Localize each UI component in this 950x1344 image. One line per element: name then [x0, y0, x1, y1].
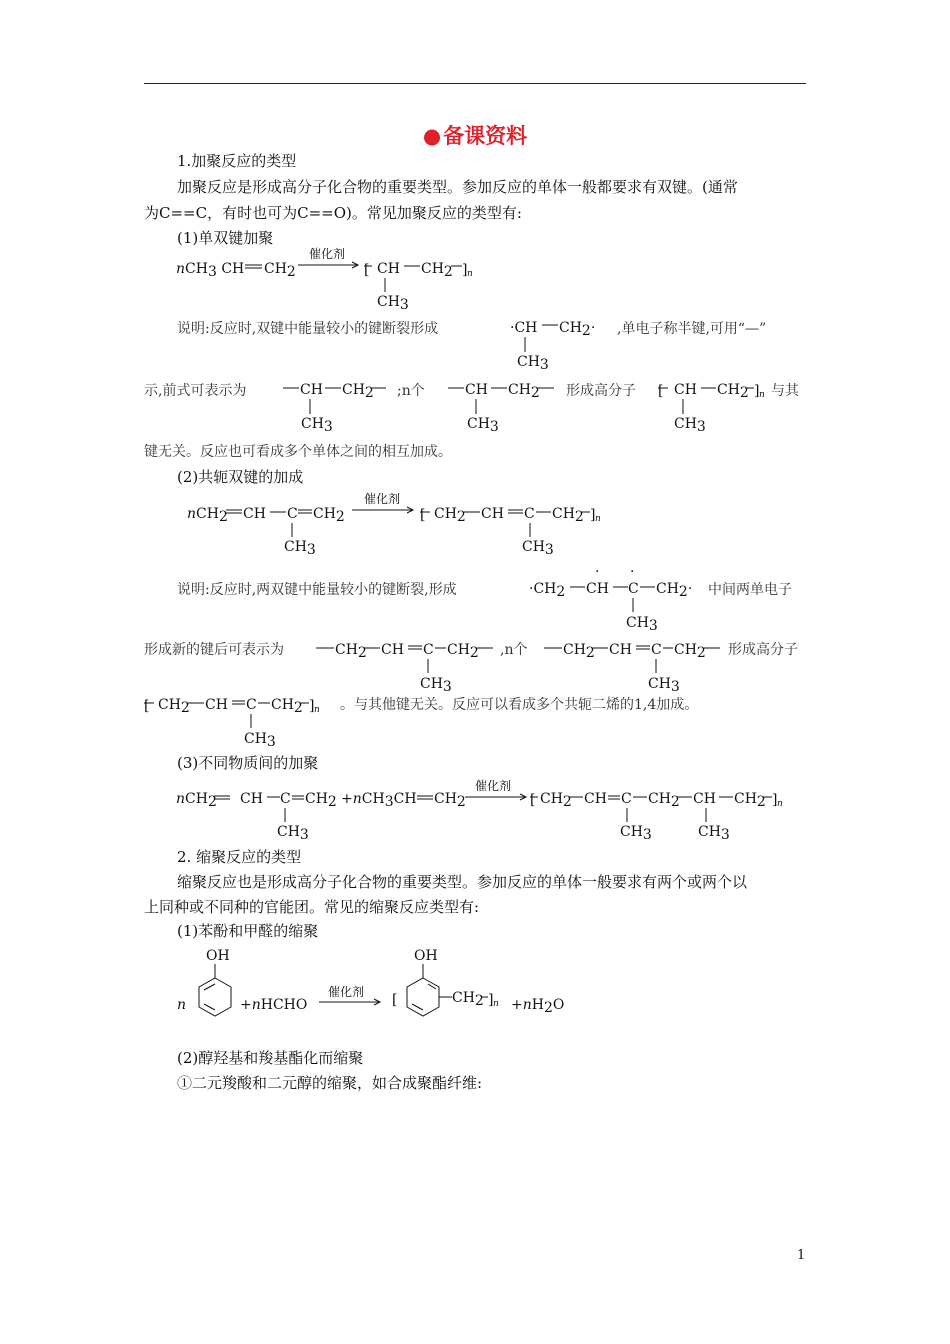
svg-text:CH: CH: [586, 581, 609, 597]
section2-para-line2: 上同种或不同种的官能团。常见的缩聚反应类型有:: [144, 898, 480, 916]
svg-text:CH2: CH2: [540, 791, 572, 810]
isoprene-unit-b: [544, 642, 720, 695]
svg-text:CH3: CH3: [284, 539, 316, 558]
svg-text:催化剂: 催化剂: [364, 492, 401, 506]
sub22-item1: ①二元羧酸和二元醇的缩聚，如合成聚酯纤维:: [177, 1074, 483, 1092]
svg-text:[: [: [658, 383, 664, 399]
svg-text:]: ]: [772, 792, 778, 808]
svg-text:CH2: CH2: [305, 791, 337, 810]
svg-text:CH3: CH3: [522, 539, 554, 558]
section1-heading: 1.加聚反应的类型: [177, 152, 297, 170]
svg-text:+nCH3CH: +nCH3CH: [341, 791, 417, 810]
svg-text:CH: CH: [693, 791, 716, 807]
isoprene-unit-a: [316, 642, 493, 695]
svg-text:C: C: [423, 642, 434, 658]
svg-text:CH2: CH2: [508, 382, 540, 401]
svg-text:CH3: CH3: [620, 824, 652, 843]
svg-text:C: C: [621, 791, 632, 807]
svg-text:CH3: CH3: [698, 824, 730, 843]
svg-text:CH2: CH2: [648, 791, 680, 810]
note1-part-e: 形成高分子: [566, 383, 636, 399]
svg-text:[: [: [144, 698, 150, 714]
svg-text:催化剂: 催化剂: [475, 779, 512, 793]
svg-text:CH2: CH2: [452, 990, 484, 1009]
svg-text:nCH3 CH: nCH3 CH: [176, 261, 245, 280]
polymer-unit-a: [658, 382, 765, 435]
svg-text:]: ]: [309, 698, 315, 714]
note2-part-f: 。与其他键无关。反应可以看成多个共轭二烯的1,4加成。: [340, 697, 699, 713]
svg-text:n: n: [759, 390, 765, 400]
equation-isoprene-polymerization: [187, 491, 601, 558]
page-number: 1: [797, 1248, 806, 1263]
svg-text:CH: CH: [381, 642, 404, 658]
isoprene-polymer-unit: [144, 697, 320, 750]
svg-text:+nH2O: +nH2O: [511, 997, 565, 1016]
svg-text:·CH2: ·CH2: [529, 581, 566, 600]
svg-text:CH3: CH3: [467, 416, 499, 435]
catalyst-label: 催化剂: [309, 247, 346, 261]
section2-para-line1: 缩聚反应也是形成高分子化合物的重要类型。参加反应的单体一般要求有两个或两个以: [177, 873, 748, 891]
svg-text:CH2: CH2: [434, 506, 466, 525]
note1-part-a: 说明:反应时,双键中能量较小的键断裂形成: [177, 321, 439, 337]
svg-text:CH: CH: [584, 791, 607, 807]
title-text: 备课资料: [443, 123, 528, 148]
svg-text:CH2: CH2: [335, 642, 367, 661]
svg-text:CH2: CH2: [342, 382, 374, 401]
svg-text:催化剂: 催化剂: [328, 985, 365, 999]
svg-text:·CH: ·CH: [510, 320, 538, 336]
svg-text:·: ·: [595, 564, 600, 580]
note1-part-f: 与其: [771, 383, 799, 399]
svg-text:n: n: [177, 997, 187, 1013]
note1-part-d: ;n个: [397, 383, 425, 399]
sub1-heading: (1)单双键加聚: [177, 229, 274, 247]
svg-text:CH2: CH2: [717, 382, 749, 401]
svg-text:OH: OH: [414, 948, 438, 964]
note1-part-b: ,单电子称半键,可用“—”: [617, 321, 767, 337]
svg-text:]: ]: [462, 262, 468, 278]
repeat-unit-a: [283, 382, 386, 435]
sub3-heading: (3)不同物质间的加聚: [177, 754, 319, 772]
svg-text:nCH2: nCH2: [187, 506, 228, 525]
note2-part-a: 说明:反应时,两双键中能量较小的键断裂,形成: [177, 582, 457, 598]
svg-text:CH: CH: [465, 382, 488, 398]
svg-text:CH: CH: [240, 791, 263, 807]
svg-text:CH: CH: [377, 261, 400, 277]
svg-text:CH2: CH2: [313, 506, 345, 525]
svg-text:CH3: CH3: [244, 731, 276, 750]
svg-text:CH3: CH3: [377, 294, 409, 313]
svg-text:]: ]: [488, 992, 494, 1008]
svg-text:CH2: CH2: [434, 791, 466, 810]
svg-text:[: [: [364, 262, 370, 278]
svg-text:·: ·: [630, 564, 635, 580]
sub2-heading: (2)共轭双键的加成: [177, 468, 304, 486]
svg-text:CH2: CH2: [447, 642, 479, 661]
svg-text:C: C: [628, 581, 639, 597]
svg-text:CH3: CH3: [420, 676, 452, 695]
note1-part-g: 键无关。反应也可看成多个单体之间的相互加成。: [144, 444, 452, 460]
svg-text:CH2: CH2: [563, 642, 595, 661]
svg-text:CH: CH: [300, 382, 323, 398]
repeat-unit-b: [448, 382, 554, 435]
svg-text:CH: CH: [609, 642, 632, 658]
svg-text:[: [: [392, 992, 398, 1008]
svg-text:CH3: CH3: [648, 676, 680, 695]
svg-text:CH: CH: [674, 382, 697, 398]
equation-copolymerization: [176, 778, 783, 843]
svg-text:]: ]: [590, 507, 596, 523]
svg-text:C: C: [524, 506, 535, 522]
sub22-heading: (2)醇羟基和羧基酯化而缩聚: [177, 1049, 364, 1067]
svg-text:CH3: CH3: [301, 416, 333, 435]
note2-part-d: ,n个: [500, 642, 528, 658]
radical-isoprene: [529, 564, 692, 634]
svg-text:n: n: [467, 269, 473, 279]
svg-text:n: n: [777, 799, 783, 809]
svg-text:CH2: CH2: [552, 506, 584, 525]
svg-text:CH: CH: [481, 506, 504, 522]
svg-text:]: ]: [754, 383, 760, 399]
svg-text:CH3: CH3: [277, 824, 309, 843]
equation-propylene-polymerization: [176, 246, 473, 313]
section2-heading: 2. 缩聚反应的类型: [177, 848, 302, 866]
svg-text:CH2: CH2: [271, 697, 303, 716]
svg-text:C: C: [651, 642, 662, 658]
svg-text:CH2: CH2: [264, 261, 296, 280]
svg-text:C: C: [287, 506, 298, 522]
svg-text:CH2·: CH2·: [559, 320, 596, 339]
red-dot-icon: ●: [422, 123, 442, 148]
svg-text:CH: CH: [205, 697, 228, 713]
radical-propylene: [510, 320, 595, 373]
svg-text:CH3: CH3: [674, 416, 706, 435]
svg-text:C: C: [246, 697, 257, 713]
svg-text:CH3: CH3: [517, 354, 549, 373]
svg-text:[: [: [420, 507, 426, 523]
section1-para-line1: 加聚反应是形成高分子化合物的重要类型。参加反应的单体一般都要求有双键。(通常: [177, 178, 738, 196]
section1-para-line2: 为C==C，有时也可为C==O)。常见加聚反应的类型有:: [144, 204, 522, 222]
svg-text:[: [: [530, 792, 536, 808]
svg-text:n: n: [493, 999, 499, 1009]
svg-text:CH3: CH3: [626, 615, 658, 634]
sub21-heading: (1)苯酚和甲醛的缩聚: [177, 922, 319, 940]
note2-part-b: 中间两单电子: [708, 582, 792, 598]
svg-text:n: n: [314, 705, 320, 715]
svg-text:CH2·: CH2·: [656, 581, 693, 600]
note2-part-c: 形成新的键后可表示为: [144, 642, 284, 658]
svg-text:n: n: [595, 514, 601, 524]
svg-text:CH: CH: [243, 506, 266, 522]
svg-text:CH2: CH2: [158, 697, 190, 716]
note1-part-c: 示,前式可表示为: [144, 383, 247, 399]
svg-text:CH2: CH2: [734, 791, 766, 810]
svg-text:nCH2: nCH2: [176, 791, 217, 810]
svg-text:OH: OH: [206, 948, 230, 964]
svg-text:C: C: [280, 791, 291, 807]
equation-phenol-formaldehyde: [177, 948, 564, 1016]
svg-text:CH2: CH2: [674, 642, 706, 661]
note2-part-e: 形成高分子: [728, 642, 798, 658]
svg-text:CH2: CH2: [421, 261, 453, 280]
svg-text:+nHCHO: +nHCHO: [240, 997, 308, 1013]
